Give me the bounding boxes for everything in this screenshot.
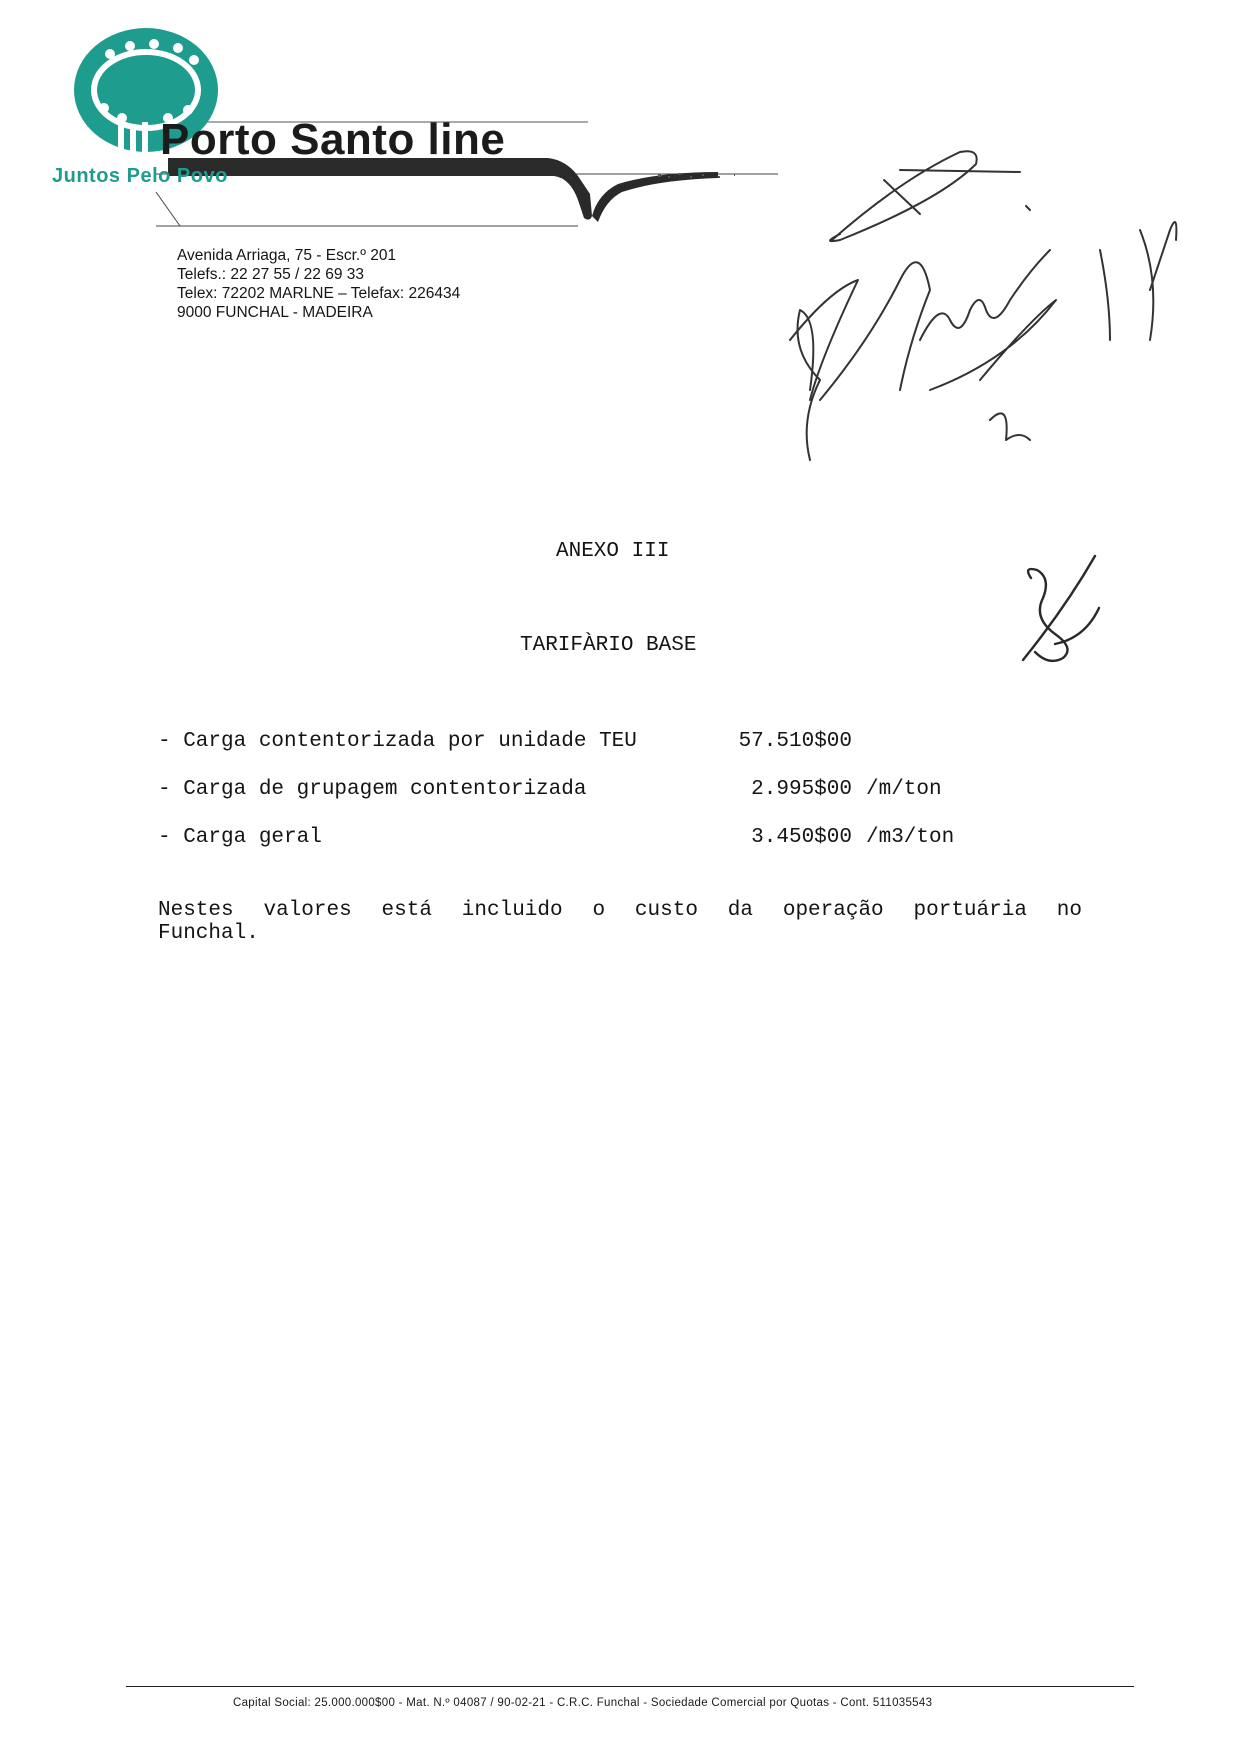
tariff-item-unit: /m/ton bbox=[866, 778, 942, 801]
company-wordmark: Porto Santo line bbox=[160, 115, 506, 164]
note-text-line2: Funchal. bbox=[158, 922, 259, 945]
tariff-item-description: - Carga contentorizada por unidade TEU bbox=[158, 730, 637, 753]
annex-title: ANEXO III bbox=[556, 540, 670, 563]
footer-company-info: Capital Social: 25.000.000$00 - Mat. N.º 04087 / 90-02-21 - C.R.C. Funchal - Sociedade Comercial por Quotas - Cont. 511035543 bbox=[233, 1697, 933, 1709]
tariff-item-unit: /m3/ton bbox=[866, 826, 955, 849]
tariff-item-description: - Carga geral bbox=[158, 826, 322, 849]
handwritten-signatures bbox=[780, 140, 1200, 480]
address-city: 9000 FUNCHAL - MADEIRA bbox=[177, 304, 373, 321]
tariff-item-price: 3.450$00 bbox=[751, 826, 852, 849]
address-street: Avenida Arriaga, 75 - Escr.º 201 bbox=[177, 247, 397, 264]
address-telex-fax: Telex: 72202 MARLNE – Telefax: 226434 bbox=[177, 285, 461, 302]
section-title: TARIFÀRIO BASE bbox=[520, 634, 697, 657]
badge-text: Juntos Pelo Povo bbox=[52, 165, 228, 187]
tariff-item-price: 57.510$00 bbox=[738, 730, 852, 753]
footer-divider bbox=[126, 1686, 1134, 1687]
tariff-item-description: - Carga de grupagem contentorizada bbox=[158, 778, 587, 801]
handwritten-initials bbox=[1015, 548, 1115, 668]
address-phones: Telefs.: 22 27 55 / 22 69 33 bbox=[177, 266, 364, 283]
tariff-item-price: 2.995$00 bbox=[751, 778, 852, 801]
note-text-line1: Nestes valores está incluido o custo da operação portuária no bbox=[158, 899, 1082, 922]
company-address bbox=[177, 246, 460, 322]
